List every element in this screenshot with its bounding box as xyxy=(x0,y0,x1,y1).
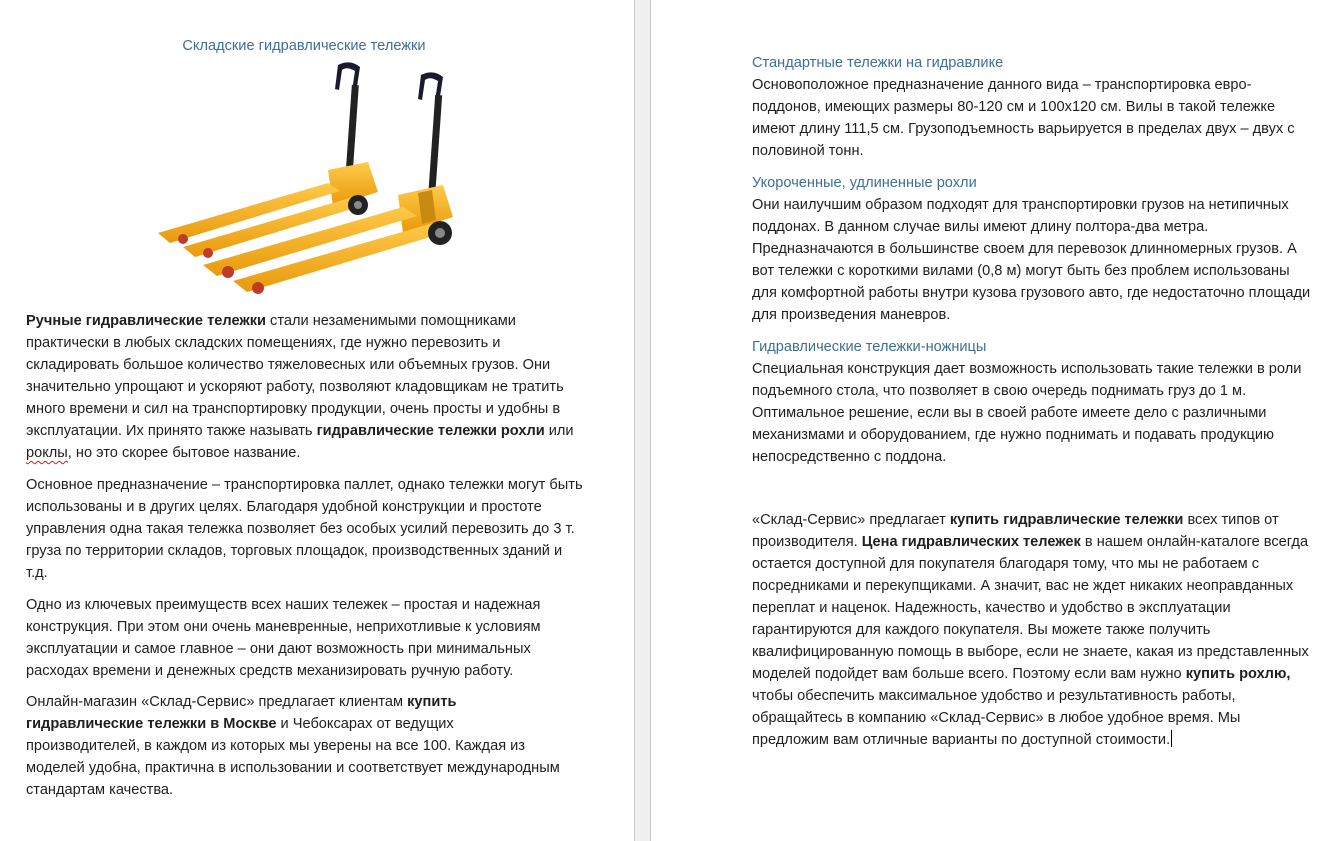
paragraph-standard-trucks: Основоположное предназначение данного вида – транспортировка евро-поддонов, имеющих размеры 80-120 см и 100х120 см. Вилы в такой тележке имеют длину 111,5 см. Грузоподъемность варьируется в пределах двух – двух с половиной тонн. xyxy=(752,77,1295,159)
page-separator xyxy=(634,0,651,841)
heading-standard-trucks: Стандартные тележки на гидравлике xyxy=(752,55,1004,71)
paragraph-intro: Ручные гидравлические тележки стали незаменимыми помощниками практически в любых складских помещениях, где нужно перевозить и складировать большое количество тяжеловесных или объемных грузов. Они значительно упрощают и ускоряют работу, позволяют кладовщикам не тратить много времени и сил на транспортировку продукции, очень просты и удобны в эксплуатации. Их принято также называть гидравлические тележки рохли или роклы, но это скорее бытовое название. xyxy=(26,313,574,461)
spellcheck-word: роклы xyxy=(26,445,68,461)
heading-short-long-trucks: Укороченные, удлиненные рохли xyxy=(752,175,977,191)
heading-scissor-trucks: Гидравлические тележки-ножницы xyxy=(752,339,987,355)
paragraph-offer: «Склад-Сервис» предлагает купить гидравлические тележки всех типов от производителя. Цена гидравлических тележек в нашем онлайн-каталоге всегда остается доступной для покупателя благодаря тому, что мы не работаем с посредниками и перекупщиками. А значит, вас не ждет никаких неоправданных переплат и наценок. Надежность, качество и удобство в эксплуатации гарантируются для каждого покупателя. Вы можете также получить квалифицированную помощь в выборе, если не знаете, какая из представленных моделей подойдет вам больше всего. Поэтому если вам нужно купить рохлю, чтобы обеспечить максимальное удобство и результативность работы, обращайтесь в компанию «Склад-Сервис» в любое удобное время. Мы предложим вам отличные варианты по доступной стоимости. xyxy=(752,512,1309,748)
pallet-truck-illustration xyxy=(128,55,468,305)
document-page-left xyxy=(0,0,634,841)
text-cursor[interactable] xyxy=(1171,730,1172,747)
document-page-right xyxy=(651,0,1342,841)
paragraph-purpose: Основное предназначение – транспортировка паллет, однако тележки могут быть использованы и в других целях. Благодаря удобной конструкции и простоте управления одна такая тележка позволяет без особых усилий перевозить до 3 т. груза по территории складов, торговых площадок, производственных зданий и т.д. xyxy=(26,477,583,581)
paragraph-store: Онлайн-магазин «Склад-Сервис» предлагает клиентам купить гидравлические тележки в Москве и Чебоксарах от ведущих производителей, в каждом из которых мы уверены на все 100. Каждая из моделей удобна, практична в использовании и соответствует международным стандартам качества. xyxy=(26,694,560,798)
paragraph-advantages: Одно из ключевых преимуществ всех наших тележек – простая и надежная конструкция. При этом они очень маневренные, неприхотливые к условиям эксплуатации и самое главное – они дают возможность при минимальных расходах времени и денежных средств механизировать ручную работу. xyxy=(26,597,541,679)
paragraph-short-long-trucks: Они наилучшим образом подходят для транспортировки грузов на нетипичных поддонах. В данном случае вилы имеют длину полтора-два метра. Предназначаются в большинстве своем для перевозок длинномерных грузов. А вот тележки с короткими вилами (0,8 м) могут быть без проблем использованы для комфортной работы внутри кузова грузового авто, где недостаточно площади для произведения маневров. xyxy=(752,197,1311,323)
paragraph-scissor-trucks: Специальная конструкция дает возможность использовать такие тележки в роли подъемного стола, что позволяет в свою очередь поднимать груз до 1 м. Оптимальное решение, если вы в своей работе имеете дело с различными механизмами и оборудованием, где нужно поднимать и подавать продукцию непосредственно с поддона. xyxy=(752,361,1302,465)
document-title: Складские гидравлические тележки xyxy=(182,38,426,54)
